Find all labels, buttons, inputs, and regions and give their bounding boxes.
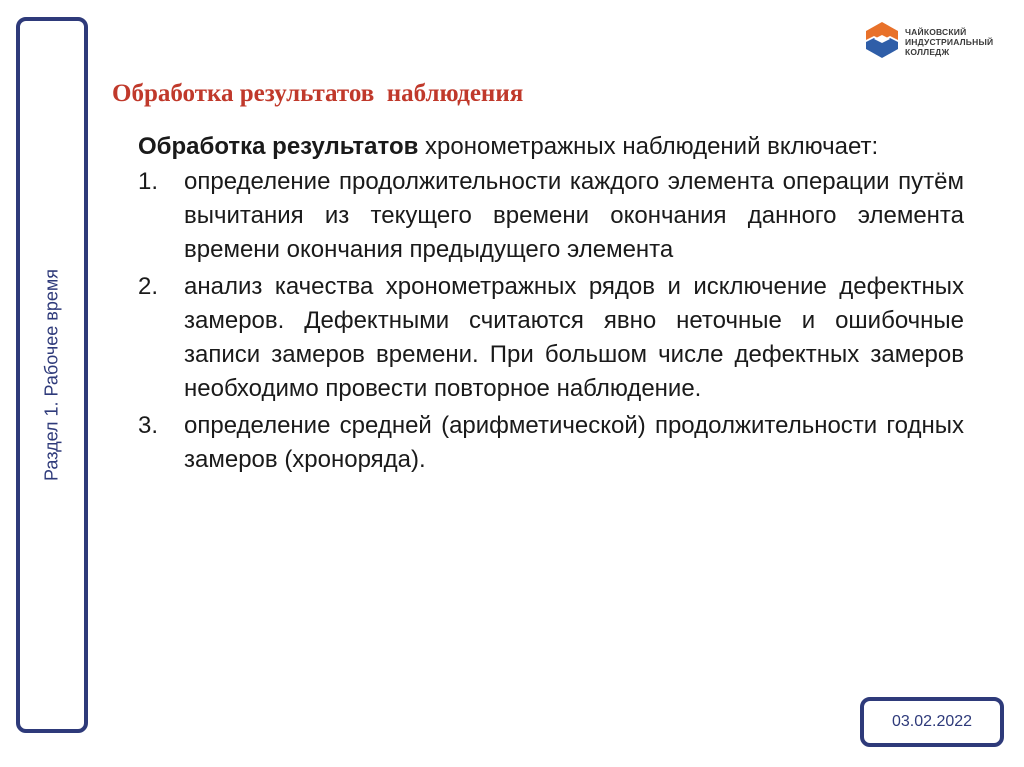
- section-sidebar: [16, 17, 88, 733]
- intro-bold: Обработка результатов: [138, 133, 419, 160]
- section-label: Раздел 1. Рабочее время: [41, 269, 62, 481]
- college-logo-icon: [862, 20, 902, 60]
- college-logo: [862, 20, 1002, 64]
- intro-paragraph: [138, 130, 964, 164]
- slide-date: 03.02.2022: [891, 713, 973, 730]
- slide-title: Обработка результатов наблюдения: [112, 80, 524, 107]
- list-item-text: определение средней (арифметической) продолжительности годных замеров (хроноряда).: [184, 412, 964, 473]
- list-item-number: 1.: [138, 168, 159, 195]
- steps-list: [138, 165, 964, 477]
- list-item-text: определение продолжительности каждого элемента операции путём вычитания из текущего времени окончания данного элемента времени окончания предыдущего элемента: [184, 168, 964, 263]
- list-item: [138, 409, 964, 477]
- college-name: ЧАЙКОВСКИЙ ИНДУСТРИАЛЬНЫЙ КОЛЛЕДЖ: [905, 27, 994, 57]
- list-item: [138, 165, 964, 267]
- list-item-text: анализ качества хронометражных рядов и исключение дефектных замеров. Дефектными считаются явно неточные и ошибочные записи замеров времени. При большом числе дефектных замеров необходимо провести повторное наблюдение.: [184, 273, 964, 402]
- list-item-number: 2.: [138, 273, 159, 300]
- date-badge: [860, 697, 1004, 747]
- slide-content: [138, 130, 964, 480]
- intro-rest: хронометражных наблюдений включает:: [418, 133, 879, 160]
- list-item-number: 3.: [138, 412, 159, 439]
- list-item: [138, 270, 964, 406]
